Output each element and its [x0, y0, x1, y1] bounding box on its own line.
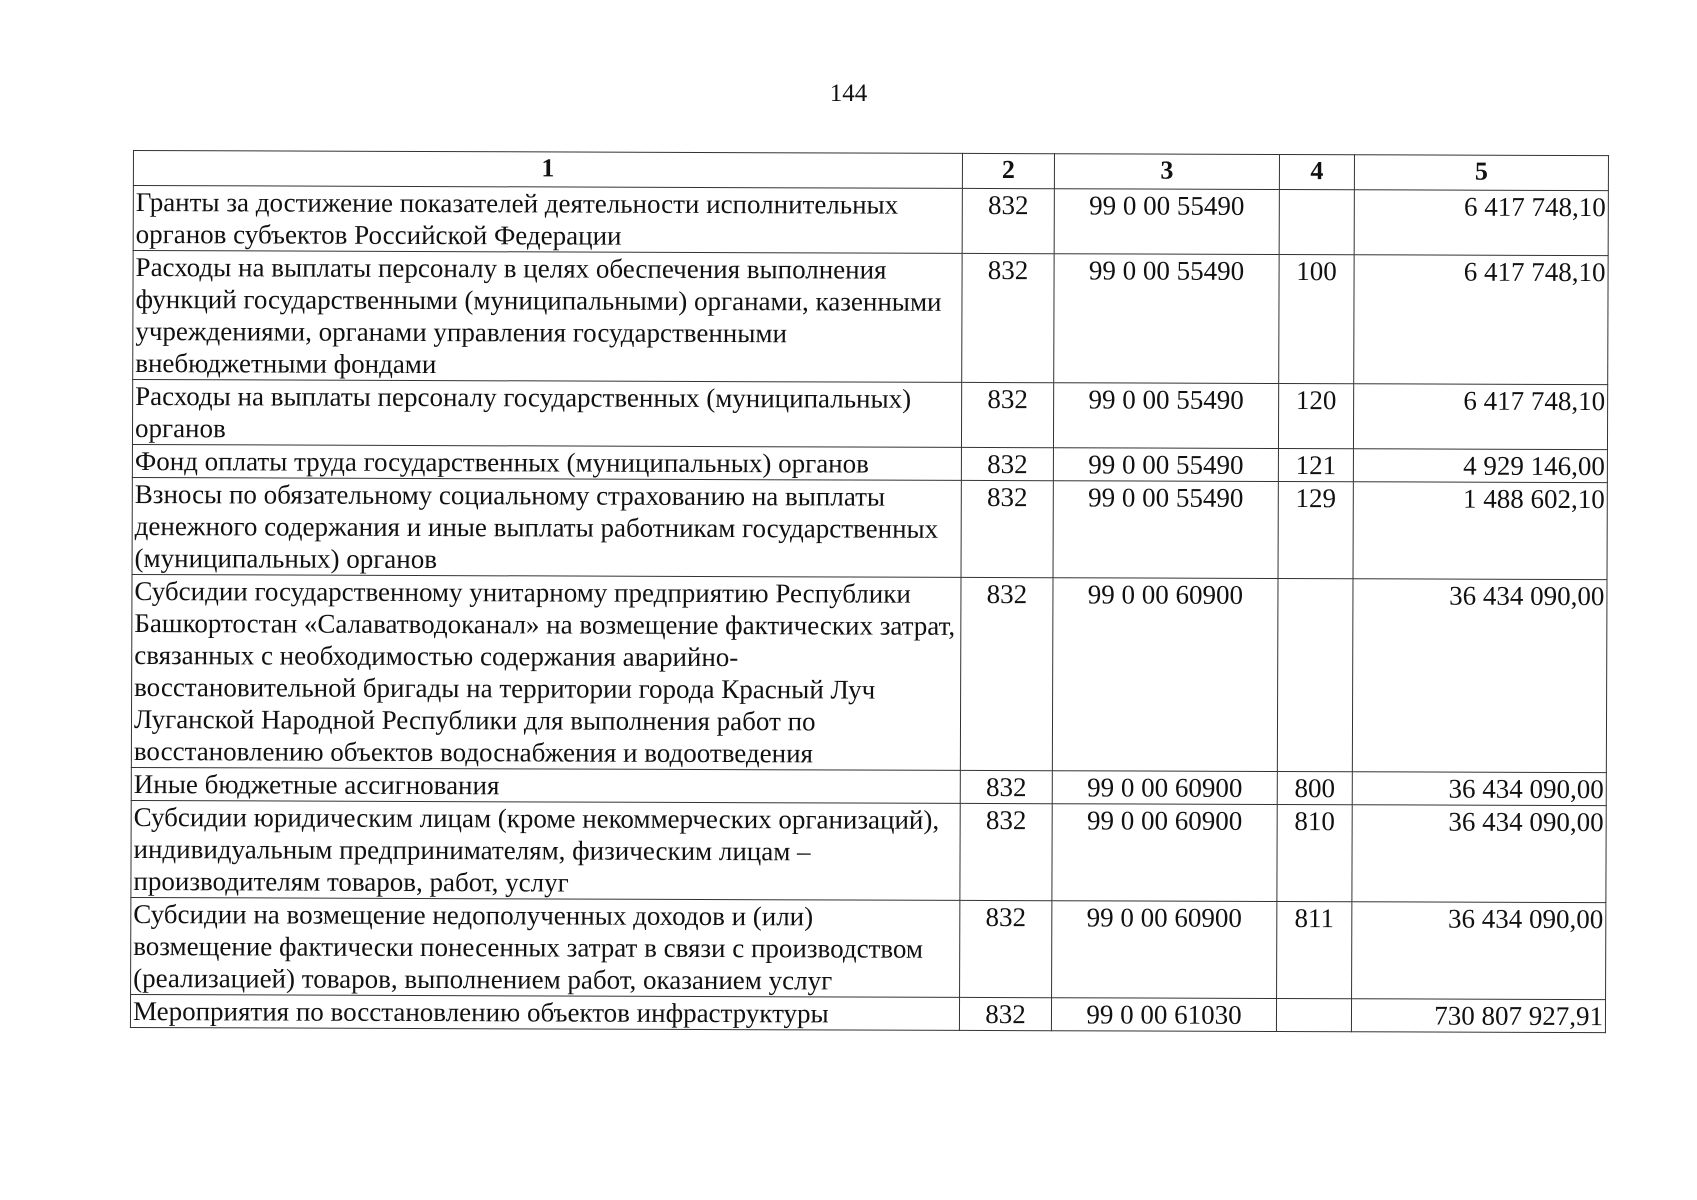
row-target: 99 0 00 55490 — [1054, 189, 1279, 255]
table-row — [133, 251, 1608, 385]
row-target: 99 0 00 55490 — [1053, 448, 1278, 482]
row-code: 832 — [960, 577, 1053, 770]
row-target: 99 0 00 60900 — [1052, 771, 1277, 805]
row-amount: 36 434 090,00 — [1352, 772, 1606, 806]
row-name: Субсидии юридическим лицам (кроме некоммерческих организаций), индивидуальным предпринимателям, физическим лицам – производителям товаров, работ, услуг — [131, 800, 960, 900]
table-row — [131, 800, 1606, 902]
row-name: Субсидии государственному унитарному предприятию Республики Башкортостан «Салаватводоканал» на возмещение фактических затрат, связанных с необходимостью содержания аварийно-восстановительной бригады на территории города Красный Луч Луганской Народной Республики для выполнения работ по восстановлению объектов водоснабжения и водоотведения — [131, 574, 961, 770]
row-amount: 36 434 090,00 — [1352, 579, 1607, 773]
table-row — [130, 994, 1605, 1032]
row-name: Иные бюджетные ассигнования — [131, 767, 960, 803]
table-header — [133, 151, 1608, 191]
table-row — [132, 477, 1607, 579]
row-amount: 1 488 602,10 — [1353, 482, 1607, 580]
row-type — [1279, 190, 1354, 255]
table-row — [132, 444, 1607, 482]
row-code: 832 — [961, 480, 1053, 577]
row-target: 99 0 00 60900 — [1052, 804, 1277, 902]
table-row — [132, 380, 1607, 450]
row-type: 810 — [1277, 804, 1352, 901]
row-code: 832 — [962, 188, 1054, 253]
header-col-5: 5 — [1354, 155, 1608, 191]
row-type: 100 — [1279, 255, 1354, 384]
row-type — [1276, 998, 1351, 1031]
row-type: 120 — [1278, 384, 1353, 449]
row-amount: 6 417 748,10 — [1354, 255, 1608, 385]
row-amount: 36 434 090,00 — [1352, 902, 1606, 1000]
row-name: Субсидии на возмещение недополученных доходов и (или) возмещение фактически понесенных затрат в связи с производством (реализацией) товаров, выполнением работ, оказанием услуг — [131, 897, 960, 997]
page-number: 144 — [829, 80, 868, 107]
row-type: 800 — [1277, 771, 1352, 804]
table-row — [133, 186, 1608, 256]
table-body — [130, 186, 1608, 1033]
table-row — [131, 767, 1606, 805]
row-target: 99 0 00 55490 — [1053, 383, 1278, 449]
row-target: 99 0 00 61030 — [1051, 998, 1276, 1032]
row-name: Расходы на выплаты персоналу в целях обеспечения выполнения функций государственными (муниципальными) органами, казенными учреждениями, органами управления государственными внебюджетными фондами — [133, 251, 962, 383]
row-amount: 4 929 146,00 — [1353, 449, 1607, 483]
row-code: 832 — [960, 803, 1052, 900]
header-col-4: 4 — [1279, 155, 1354, 190]
row-name: Мероприятия по восстановлению объектов инфраструктуры — [130, 994, 959, 1030]
row-code: 832 — [962, 253, 1054, 382]
row-code: 832 — [960, 900, 1052, 997]
row-amount: 6 417 748,10 — [1353, 384, 1607, 450]
row-name: Взносы по обязательному социальному страхованию на выплаты денежного содержания и иные выплаты работникам государственных (муниципальных) органов — [132, 477, 961, 577]
row-type — [1277, 578, 1353, 771]
row-code: 832 — [961, 447, 1053, 480]
row-name: Гранты за достижение показателей деятельности исполнительных органов субъектов Российской Федерации — [133, 186, 962, 254]
row-code: 832 — [961, 382, 1053, 447]
header-col-2: 2 — [962, 153, 1054, 188]
row-code: 832 — [959, 997, 1051, 1030]
row-amount: 36 434 090,00 — [1352, 805, 1606, 903]
row-name: Расходы на выплаты персоналу государственных (муниципальных) органов — [132, 380, 961, 448]
table-row — [131, 897, 1606, 999]
row-code: 832 — [960, 770, 1052, 803]
header-col-3: 3 — [1054, 154, 1279, 190]
row-amount: 6 417 748,10 — [1354, 190, 1608, 256]
row-name: Фонд оплаты труда государственных (муниципальных) органов — [132, 444, 961, 480]
row-type: 811 — [1277, 901, 1352, 998]
header-row — [133, 151, 1608, 191]
row-target: 99 0 00 55490 — [1053, 481, 1278, 579]
table-row — [131, 574, 1607, 772]
header-col-1: 1 — [133, 151, 962, 189]
budget-table — [130, 150, 1609, 1033]
row-target: 99 0 00 60900 — [1052, 578, 1278, 772]
row-amount: 730 807 927,91 — [1351, 999, 1605, 1033]
row-type: 129 — [1278, 482, 1353, 579]
row-target: 99 0 00 60900 — [1052, 901, 1277, 999]
row-target: 99 0 00 55490 — [1054, 254, 1279, 384]
row-type: 121 — [1278, 449, 1353, 482]
